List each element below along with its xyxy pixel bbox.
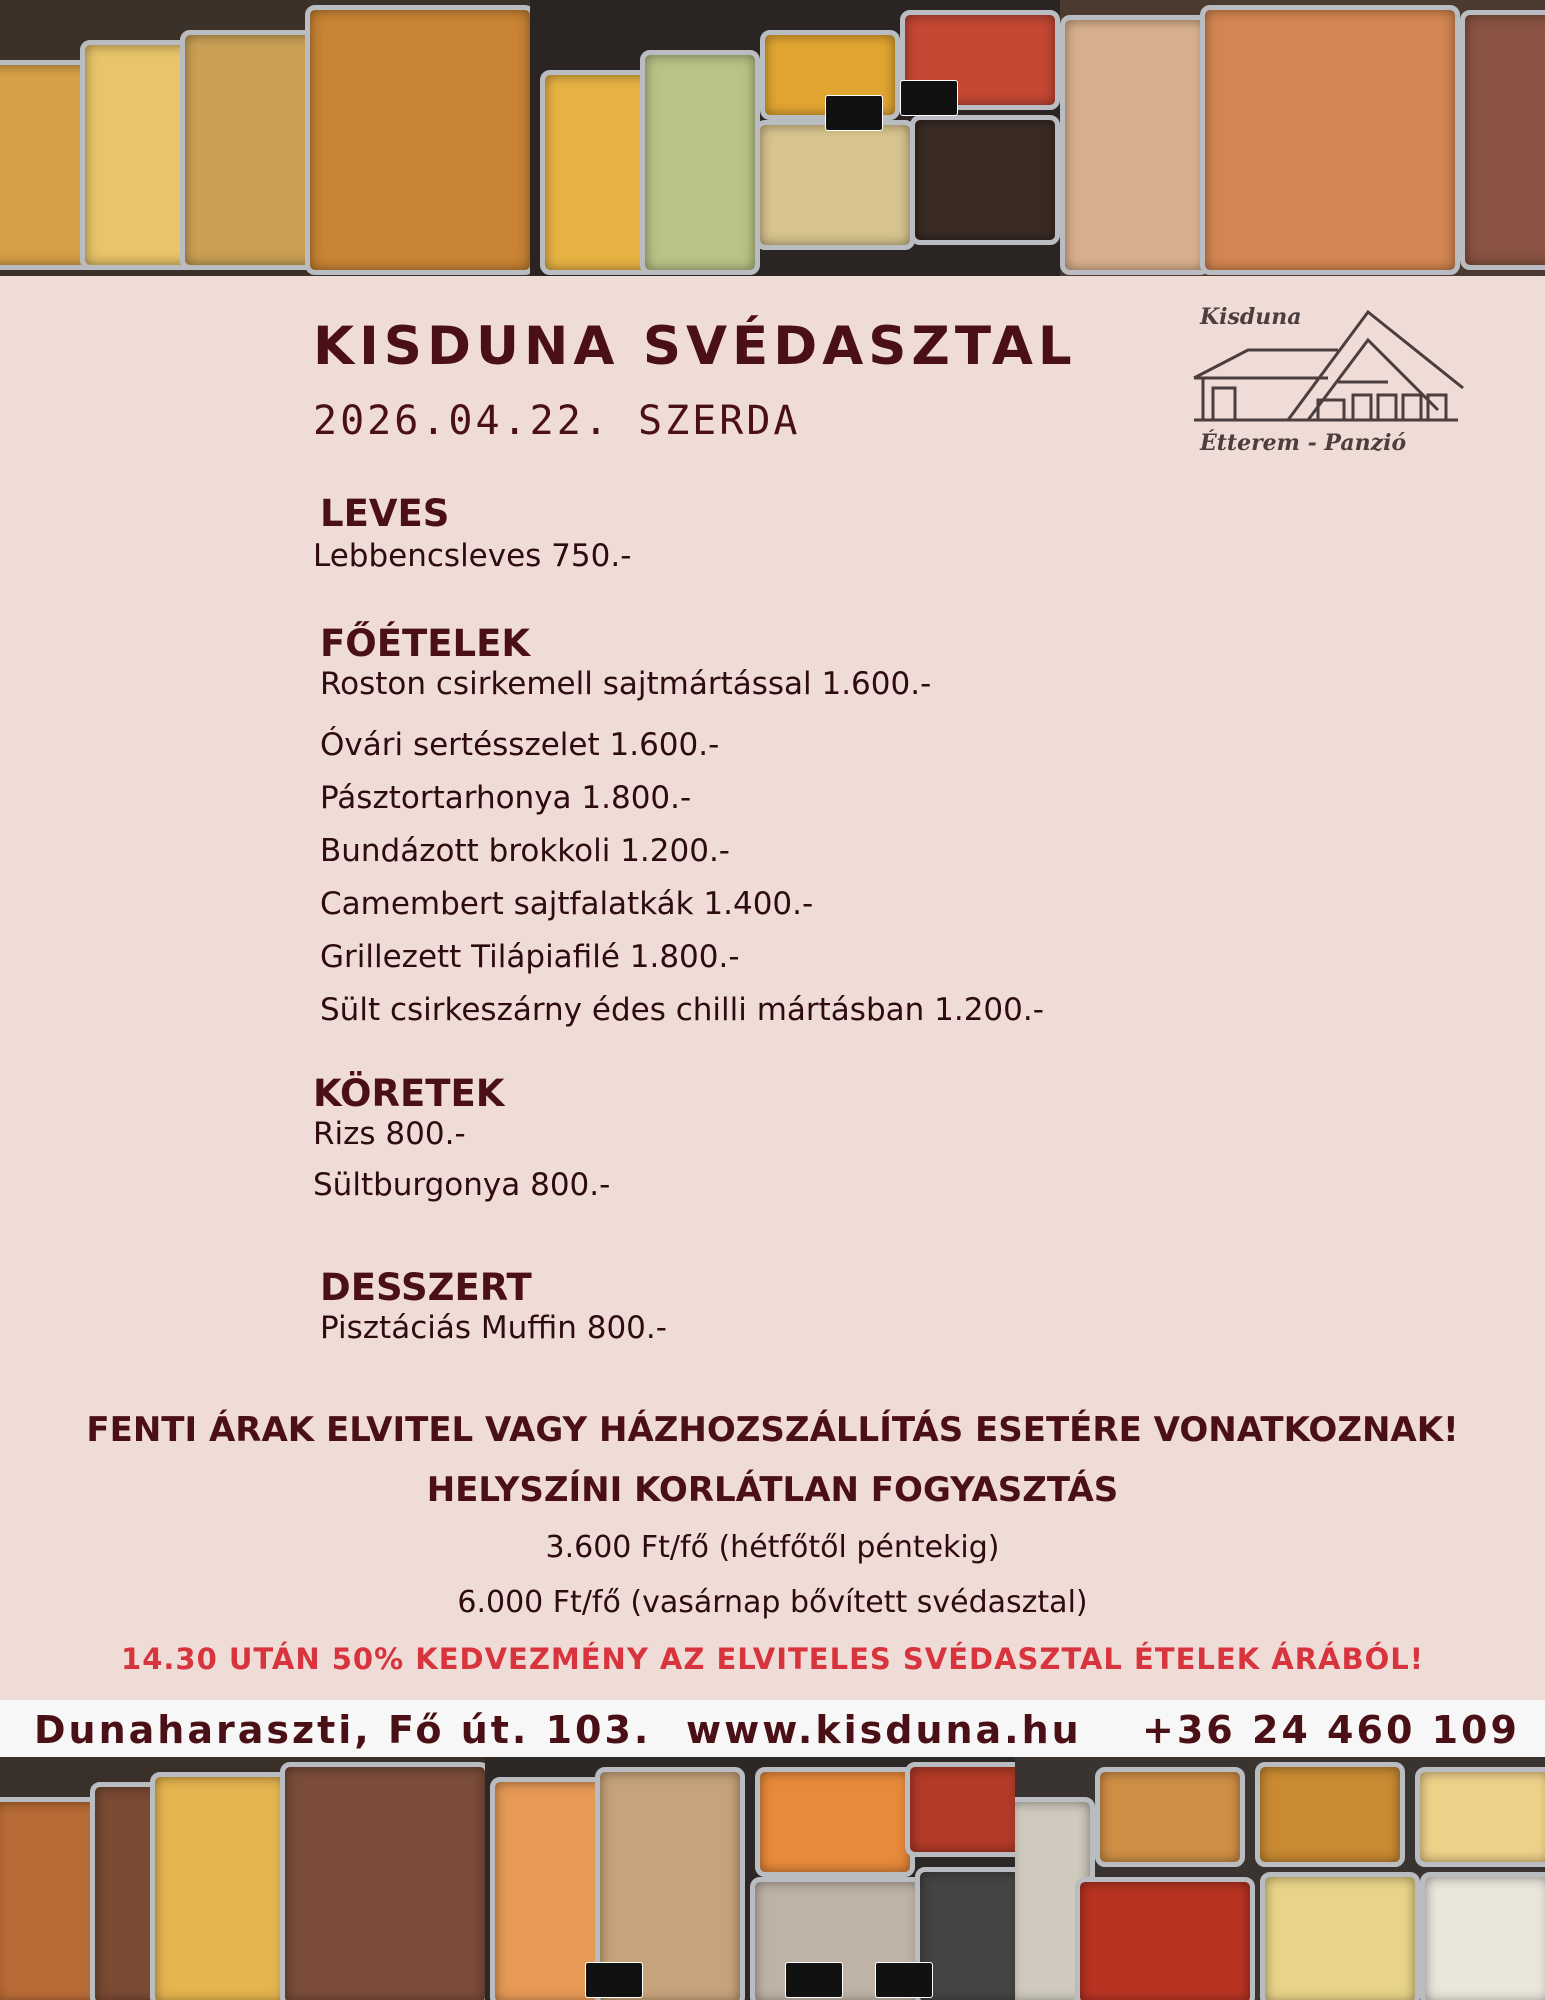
section-dessert xyxy=(313,1266,667,1346)
food-photo-sides xyxy=(1015,1757,1545,2000)
menu-item: Sült csirkeszárny édes chilli mártásban 1.200.- xyxy=(320,992,1044,1028)
menu-item: Lebbencsleves 750.- xyxy=(313,538,632,574)
menu-date: 2026.04.22. SZERDA xyxy=(313,398,801,444)
price-weekday: 3.600 Ft/fő (hétfőtől péntekig) xyxy=(545,1530,1000,1565)
address: Dunaharaszti, Fő út. 103. xyxy=(34,1708,652,1752)
menu-item: Sültburgonya 800.- xyxy=(313,1167,611,1203)
discount-note: 14.30 UTÁN 50% KEDVEZMÉNY AZ ELVITELES SVÉDASZTAL ÉTELEK ÁRÁBÓL! xyxy=(121,1642,1424,1676)
logo-subtitle: Étterem - Panzió xyxy=(1200,430,1407,456)
food-photo-pork-cutlets xyxy=(1060,0,1545,276)
menu-item: Grillezett Tilápiafilé 1.800.- xyxy=(320,939,740,975)
takeaway-note: FENTI ÁRAK ELVITEL VAGY HÁZHOZSZÁLLÍTÁS ESETÉRE VONATKOZNAK! xyxy=(86,1410,1459,1450)
onsite-heading: HELYSZÍNI KORLÁTLAN FOGYASZTÁS xyxy=(426,1470,1119,1510)
price-sunday: 6.000 Ft/fő (vasárnap bővített svédasztal) xyxy=(457,1585,1088,1620)
menu-item: Camembert sajtfalatkák 1.400.- xyxy=(320,886,814,922)
section-main-courses xyxy=(313,622,1044,1037)
menu-item: Óvári sertésszelet 1.600.- xyxy=(320,727,720,763)
phone-number[interactable]: +36 24 460 109 xyxy=(1142,1708,1520,1752)
food-photo-schnitzels xyxy=(0,0,530,276)
section-title-soup: LEVES xyxy=(320,492,450,535)
bottom-photo-strip xyxy=(0,1757,1545,2000)
menu-item: Rizs 800.- xyxy=(313,1116,466,1152)
food-photo-buffet-trays xyxy=(530,0,1060,276)
food-photo-fish-soup xyxy=(485,1757,1015,2000)
top-photo-strip xyxy=(0,0,1545,276)
menu-item: Roston csirkemell sajtmártással 1.600.- xyxy=(320,666,932,702)
section-soup xyxy=(313,492,631,576)
page-title: KISDUNA SVÉDASZTAL xyxy=(313,316,1077,377)
section-title-sides: KÖRETEK xyxy=(313,1072,505,1115)
website-link[interactable]: www.kisduna.hu xyxy=(686,1708,1082,1752)
menu-item: Bundázott brokkoli 1.200.- xyxy=(320,833,730,869)
section-sides xyxy=(313,1072,610,1203)
logo-name: Kisduna xyxy=(1200,304,1302,330)
menu-item: Pásztortarhonya 1.800.- xyxy=(320,780,692,816)
section-title-dessert: DESSZERT xyxy=(320,1266,532,1309)
food-photo-roast-meats xyxy=(0,1757,485,2000)
contact-bar xyxy=(0,1700,1545,1757)
restaurant-logo xyxy=(1188,300,1468,470)
section-title-main: FŐÉTELEK xyxy=(320,622,531,665)
menu-item: Pisztáciás Muffin 800.- xyxy=(320,1310,667,1346)
